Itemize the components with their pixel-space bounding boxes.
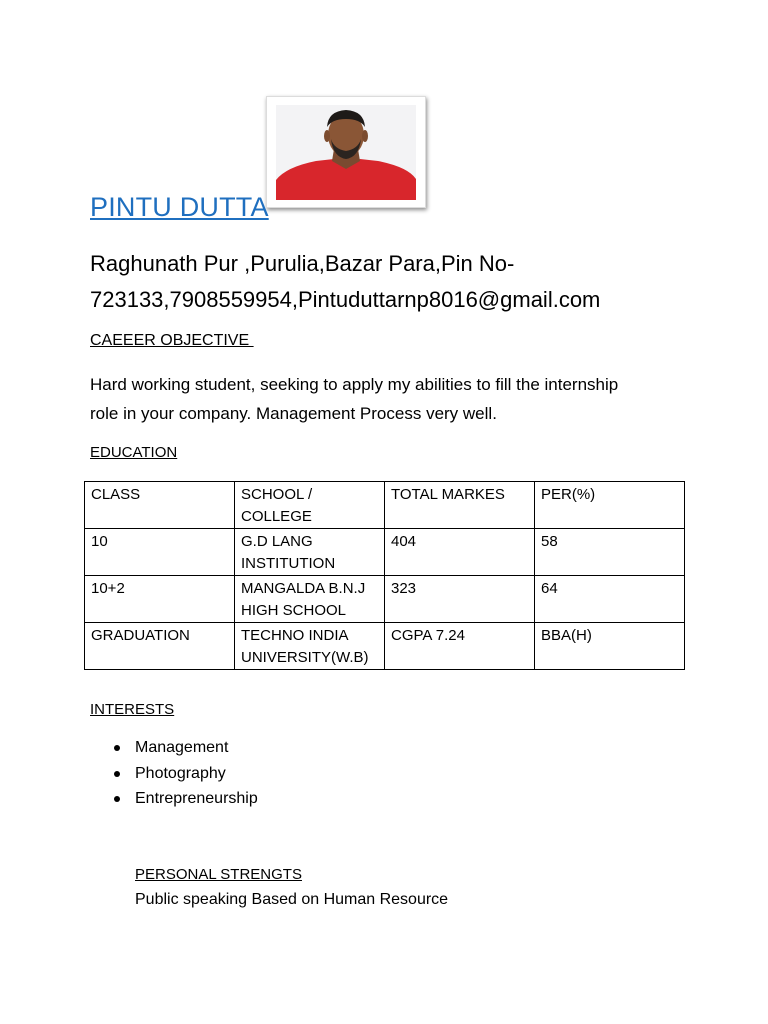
list-item	[90, 762, 258, 788]
table-cell: 58	[535, 529, 685, 576]
table-row	[85, 576, 685, 623]
bullet-icon	[114, 796, 120, 802]
table-cell: TECHNO INDIA UNIVERSITY(W.B)	[235, 623, 385, 670]
interests-heading: INTERESTS	[90, 701, 175, 718]
education-table	[84, 481, 685, 670]
table-cell: 64	[535, 576, 685, 623]
education-heading: EDUCATION	[90, 444, 178, 461]
address-line-2: 723133,7908559954,Pintuduttarnp8016@gmail.com	[90, 287, 601, 312]
table-row	[85, 623, 685, 670]
table-cell: BBA(H)	[535, 623, 685, 670]
objective-text	[90, 370, 710, 428]
table-header-cell: TOTAL MARKES	[385, 482, 535, 529]
table-cell: 10	[85, 529, 235, 576]
table-cell: 10+2	[85, 576, 235, 623]
interest-label: Management	[135, 739, 229, 756]
profile-photo-frame	[266, 96, 426, 208]
interests-list	[90, 736, 258, 813]
table-header-cell: PER(%)	[535, 482, 685, 529]
contact-details	[90, 246, 710, 318]
table-cell: 323	[385, 576, 535, 623]
objective-heading: CAEEER OBJECTIVE	[90, 332, 254, 349]
table-cell: 404	[385, 529, 535, 576]
address-line-1: Raghunath Pur ,Purulia,Bazar Para,Pin No-	[90, 251, 515, 276]
table-cell: G.D LANG INSTITUTION	[235, 529, 385, 576]
list-item	[90, 787, 258, 813]
objective-line-2: role in your company. Management Process very well.	[90, 404, 497, 423]
bullet-icon	[114, 745, 120, 751]
candidate-name: PINTU DUTTA	[90, 192, 269, 222]
table-header-cell: CLASS	[85, 482, 235, 529]
profile-photo	[276, 105, 416, 200]
table-cell: GRADUATION	[85, 623, 235, 670]
table-header-cell: SCHOOL / COLLEGE	[235, 482, 385, 529]
table-cell: CGPA 7.24	[385, 623, 535, 670]
strengths-heading: PERSONAL STRENGTS	[135, 866, 302, 883]
list-item	[90, 736, 258, 762]
objective-line-1: Hard working student, seeking to apply my abilities to fill the internship	[90, 375, 619, 394]
interest-label: Photography	[135, 764, 226, 782]
strengths-text: Public speaking Based on Human Resource	[135, 891, 449, 908]
table-cell: MANGALDA B.N.J HIGH SCHOOL	[235, 576, 385, 623]
bullet-icon	[114, 771, 120, 777]
person-photo-icon	[276, 105, 416, 200]
table-header-row	[85, 482, 685, 529]
table-row	[85, 529, 685, 576]
interest-label: Entrepreneurship	[135, 790, 258, 807]
